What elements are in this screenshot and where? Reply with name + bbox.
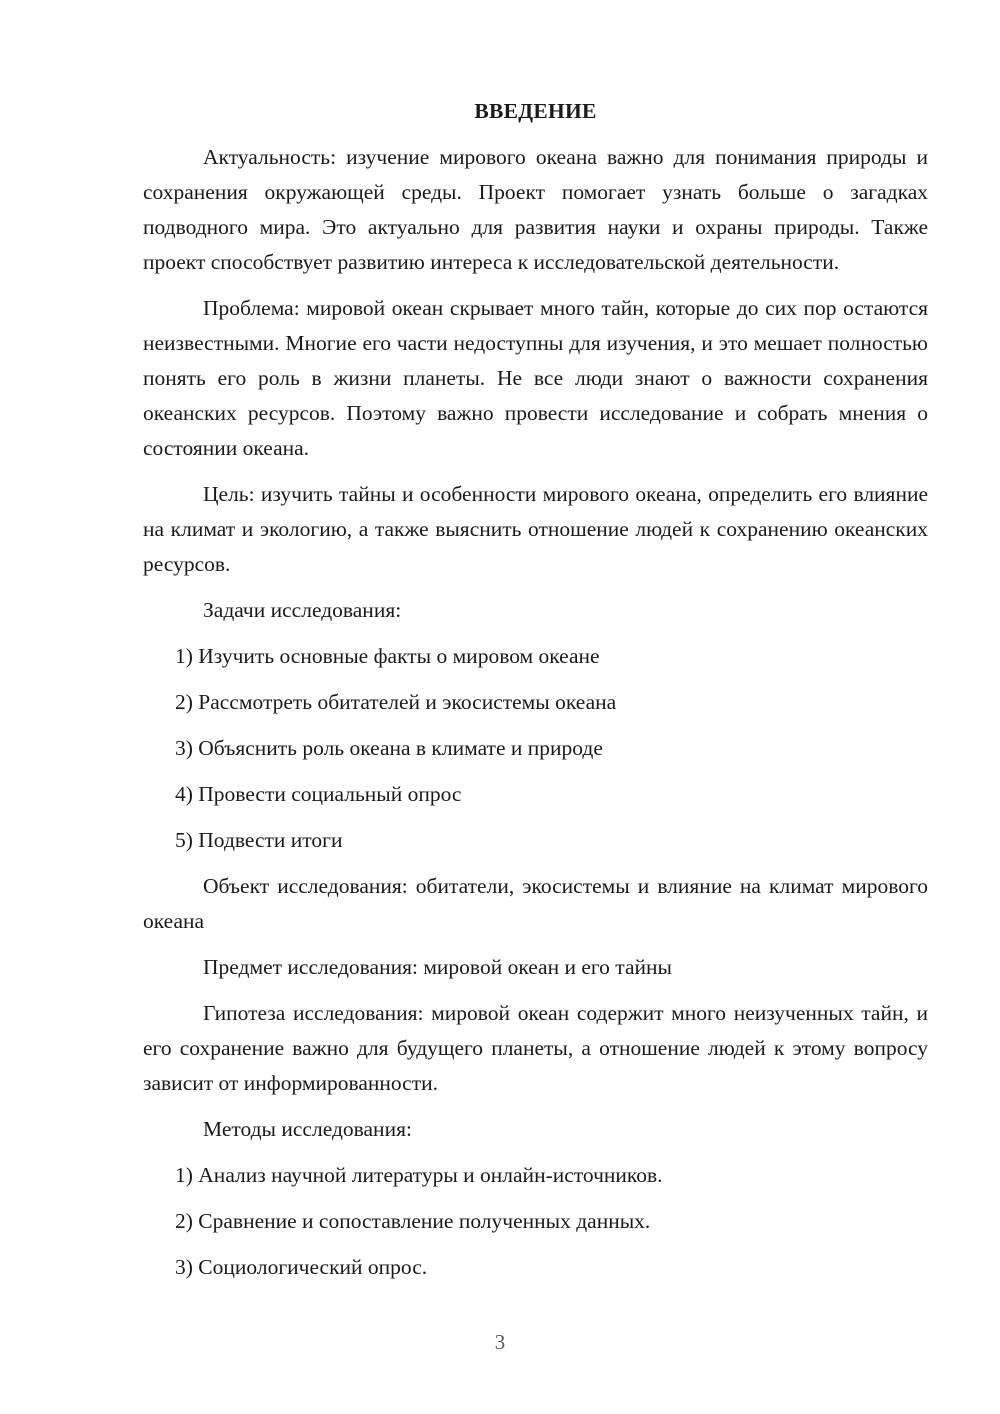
problem-paragraph: Проблема: мировой океан скрывает много тайн, которые до сих пор остаются неизвестными. Многие его части недоступны для изучения, и это мешает полностью понять его роль в жизни планеты. Не все люди знают о важности сохранения океанских ресурсов. Поэтому важно провести исследование и собрать мнения о состоянии океана. bbox=[143, 296, 928, 460]
subject-paragraph: Предмет исследования: мировой океан и его тайны bbox=[203, 955, 672, 979]
task-item-3: 3) Объяснить роль океана в климате и природе bbox=[175, 736, 603, 760]
task-item-2: 2) Рассмотреть обитателей и экосистемы океана bbox=[175, 690, 617, 714]
task-item-5: 5) Подвести итоги bbox=[175, 828, 343, 852]
method-item-2: 2) Сравнение и сопоставление полученных данных. bbox=[175, 1209, 651, 1233]
object-paragraph: Объект исследования: обитатели, экосистемы и влияние на климат мирового океана bbox=[143, 874, 928, 933]
method-item-3: 3) Социологический опрос. bbox=[175, 1255, 428, 1279]
methods-heading: Методы исследования: bbox=[203, 1117, 412, 1141]
document-page bbox=[143, 94, 928, 1296]
tasks-heading: Задачи исследования: bbox=[203, 598, 402, 622]
section-title: ВВЕДЕНИЕ bbox=[474, 99, 597, 123]
task-item-1: 1) Изучить основные факты о мировом океане bbox=[175, 644, 600, 668]
relevance-paragraph: Актуальность: изучение мирового океана важно для понимания природы и сохранения окружающей среды. Проект помогает узнать больше о загадках подводного мира. Это актуально для развития науки и охраны природы. Также проект способствует развитию интереса к исследовательской деятельности. bbox=[143, 145, 928, 274]
hypothesis-paragraph: Гипотеза исследования: мировой океан содержит много неизученных тайн, и его сохранение важно для будущего планеты, а отношение людей к этому вопросу зависит от информированности. bbox=[143, 1001, 928, 1095]
task-item-4: 4) Провести социальный опрос bbox=[175, 782, 462, 806]
method-item-1: 1) Анализ научной литературы и онлайн-источников. bbox=[175, 1163, 663, 1187]
goal-paragraph: Цель: изучить тайны и особенности мирового океана, определить его влияние на климат и экологию, а также выяснить отношение людей к сохранению океанских ресурсов. bbox=[143, 482, 928, 576]
page-number: 3 bbox=[494, 1330, 506, 1354]
